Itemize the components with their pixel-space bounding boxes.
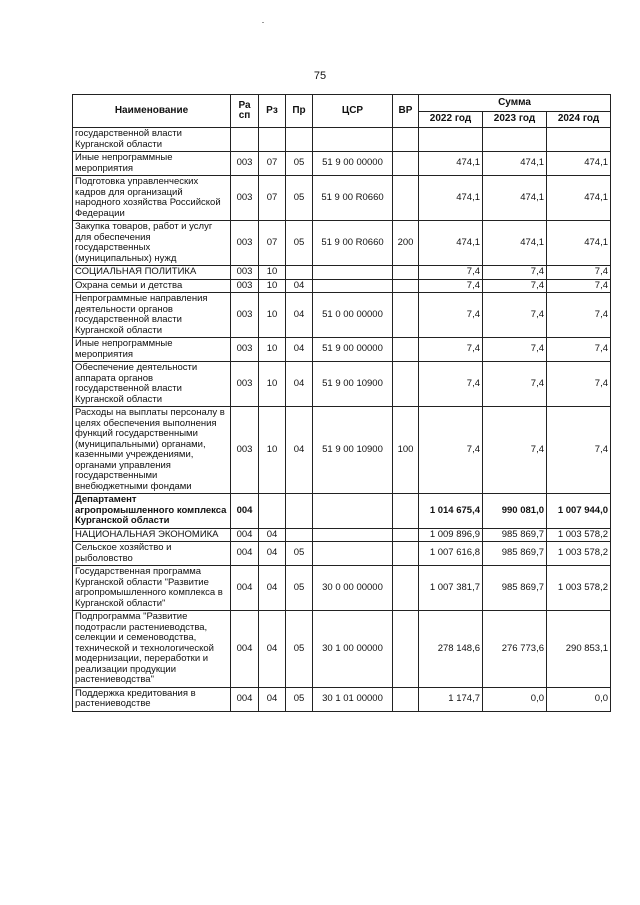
header-2023: 2023 год: [483, 111, 547, 128]
cell-rasp: [231, 128, 259, 152]
cell-csr: 51 9 00 10900: [313, 407, 393, 494]
cell-2022: 7,4: [419, 293, 483, 338]
table-row: [73, 128, 611, 152]
cell-2024: 7,4: [547, 338, 611, 362]
cell-pr: 04: [286, 279, 313, 293]
table-row: [73, 152, 611, 176]
cell-rasp: 004: [231, 542, 259, 566]
cell-csr: 51 9 00 00000: [313, 338, 393, 362]
cell-name: Государственная программа Курганской области "Развитие агропромышленного комплекса в Курганской области": [73, 566, 231, 611]
cell-name: Иные непрограммные мероприятия: [73, 152, 231, 176]
cell-name: Департамент агропромышленного комплекса Курганской области: [73, 494, 231, 529]
cell-csr: [313, 494, 393, 529]
cell-pr: 04: [286, 293, 313, 338]
table-row: [73, 494, 611, 529]
cell-name: Охрана семьи и детства: [73, 279, 231, 293]
cell-2024: 474,1: [547, 152, 611, 176]
cell-rz: 04: [259, 542, 286, 566]
cell-2024: 7,4: [547, 293, 611, 338]
header-2024: 2024 год: [547, 111, 611, 128]
cell-csr: 30 1 01 00000: [313, 687, 393, 711]
cell-2024: 0,0: [547, 687, 611, 711]
cell-pr: [286, 494, 313, 529]
cell-2022: 1 007 381,7: [419, 566, 483, 611]
cell-name: НАЦИОНАЛЬНАЯ ЭКОНОМИКА: [73, 528, 231, 542]
cell-csr: [313, 279, 393, 293]
cell-pr: [286, 528, 313, 542]
cell-2023: 7,4: [483, 293, 547, 338]
header-name: Наименование: [73, 95, 231, 128]
cell-2022: 7,4: [419, 338, 483, 362]
cell-pr: 05: [286, 566, 313, 611]
cell-rz: 10: [259, 338, 286, 362]
table-row: [73, 221, 611, 266]
cell-vr: [393, 128, 419, 152]
cell-2022: 1 174,7: [419, 687, 483, 711]
cell-2023: 276 773,6: [483, 611, 547, 688]
cell-name: Подготовка управленческих кадров для организаций народного хозяйства Российской Федерации: [73, 176, 231, 221]
budget-table: [72, 94, 611, 712]
cell-vr: 200: [393, 221, 419, 266]
cell-rz: 10: [259, 279, 286, 293]
cell-pr: 04: [286, 338, 313, 362]
cell-name: Закупка товаров, работ и услуг для обеспечения государственных (муниципальных) нужд: [73, 221, 231, 266]
cell-rz: 04: [259, 611, 286, 688]
cell-name: Непрограммные направления деятельности органов государственной власти Курганской области: [73, 293, 231, 338]
cell-2023: [483, 128, 547, 152]
table-body: [73, 128, 611, 712]
cell-2023: 7,4: [483, 407, 547, 494]
cell-pr: 04: [286, 362, 313, 407]
cell-pr: [286, 128, 313, 152]
cell-2024: 290 853,1: [547, 611, 611, 688]
cell-2023: 990 081,0: [483, 494, 547, 529]
table-row: [73, 687, 611, 711]
cell-rz: 10: [259, 293, 286, 338]
cell-vr: [393, 279, 419, 293]
cell-2023: 474,1: [483, 152, 547, 176]
cell-vr: 100: [393, 407, 419, 494]
cell-csr: 51 9 00 R0660: [313, 221, 393, 266]
header-pr: Пр: [286, 95, 313, 128]
cell-csr: 30 1 00 00000: [313, 611, 393, 688]
cell-rasp: 004: [231, 687, 259, 711]
cell-pr: 05: [286, 542, 313, 566]
cell-2022: 7,4: [419, 407, 483, 494]
table-row: [73, 266, 611, 280]
cell-rz: 10: [259, 407, 286, 494]
cell-2023: 7,4: [483, 266, 547, 280]
cell-name: Поддержка кредитования в растениеводстве: [73, 687, 231, 711]
cell-2023: 985 869,7: [483, 566, 547, 611]
cell-csr: 51 9 00 00000: [313, 152, 393, 176]
cell-2022: 7,4: [419, 266, 483, 280]
cell-vr: [393, 293, 419, 338]
cell-rasp: 003: [231, 266, 259, 280]
cell-csr: 51 9 00 R0660: [313, 176, 393, 221]
cell-csr: [313, 528, 393, 542]
cell-2022: 7,4: [419, 279, 483, 293]
cell-vr: [393, 152, 419, 176]
cell-2024: 1 003 578,2: [547, 528, 611, 542]
scan-speck: [262, 22, 264, 23]
header-csr: ЦСР: [313, 95, 393, 128]
cell-2023: 474,1: [483, 221, 547, 266]
table-row: [73, 362, 611, 407]
cell-2024: 7,4: [547, 407, 611, 494]
cell-2022: 7,4: [419, 362, 483, 407]
cell-rz: 10: [259, 362, 286, 407]
cell-csr: 51 9 00 10900: [313, 362, 393, 407]
page-number: 75: [313, 70, 327, 82]
cell-rz: 07: [259, 221, 286, 266]
cell-pr: 05: [286, 611, 313, 688]
table-row: [73, 611, 611, 688]
cell-vr: [393, 687, 419, 711]
cell-vr: [393, 611, 419, 688]
cell-vr: [393, 362, 419, 407]
cell-rz: 07: [259, 152, 286, 176]
table-row: [73, 542, 611, 566]
cell-2023: 7,4: [483, 362, 547, 407]
cell-rasp: 004: [231, 611, 259, 688]
cell-csr: 30 0 00 00000: [313, 566, 393, 611]
cell-rz: 07: [259, 176, 286, 221]
cell-2023: 7,4: [483, 279, 547, 293]
header-row-1: [73, 95, 611, 112]
table-row: [73, 407, 611, 494]
cell-csr: [313, 266, 393, 280]
cell-rasp: 003: [231, 279, 259, 293]
cell-pr: 05: [286, 221, 313, 266]
table-row: [73, 338, 611, 362]
cell-rasp: 003: [231, 407, 259, 494]
cell-name: Иные непрограммные мероприятия: [73, 338, 231, 362]
cell-rz: 10: [259, 266, 286, 280]
cell-2023: 474,1: [483, 176, 547, 221]
cell-2024: 7,4: [547, 279, 611, 293]
cell-name: Подпрограмма "Развитие подотрасли растениеводства, селекции и семеноводства, технической и технологической модернизации, переработки и реализации продукции растениеводства": [73, 611, 231, 688]
cell-pr: 05: [286, 152, 313, 176]
cell-rasp: 003: [231, 362, 259, 407]
cell-rasp: 003: [231, 152, 259, 176]
cell-vr: [393, 566, 419, 611]
table-row: [73, 528, 611, 542]
cell-name: Обеспечение деятельности аппарата органов государственной власти Курганской области: [73, 362, 231, 407]
cell-2024: 474,1: [547, 221, 611, 266]
cell-rasp: 004: [231, 566, 259, 611]
cell-rz: [259, 494, 286, 529]
cell-2024: 1 003 578,2: [547, 566, 611, 611]
cell-2024: [547, 128, 611, 152]
cell-csr: 51 0 00 00000: [313, 293, 393, 338]
cell-rasp: 003: [231, 176, 259, 221]
cell-vr: [393, 176, 419, 221]
cell-csr: [313, 542, 393, 566]
cell-rasp: 003: [231, 338, 259, 362]
cell-rz: 04: [259, 566, 286, 611]
cell-name: СОЦИАЛЬНАЯ ПОЛИТИКА: [73, 266, 231, 280]
cell-name: государственной власти Курганской области: [73, 128, 231, 152]
cell-rasp: 003: [231, 293, 259, 338]
cell-pr: 04: [286, 407, 313, 494]
cell-pr: [286, 266, 313, 280]
cell-vr: [393, 528, 419, 542]
cell-2023: 7,4: [483, 338, 547, 362]
header-2022: 2022 год: [419, 111, 483, 128]
cell-2023: 985 869,7: [483, 542, 547, 566]
cell-rasp: 003: [231, 221, 259, 266]
cell-2024: 474,1: [547, 176, 611, 221]
cell-2024: 7,4: [547, 362, 611, 407]
header-rasp: Ра сп: [231, 95, 259, 128]
cell-name: Расходы на выплаты персоналу в целях обеспечения выполнения функций государственными (муниципальными) органами, казенными учреждениями, органами управления государственными внебюджетными фондами: [73, 407, 231, 494]
cell-vr: [393, 266, 419, 280]
cell-rz: 04: [259, 528, 286, 542]
cell-2024: 1 007 944,0: [547, 494, 611, 529]
table-row: [73, 279, 611, 293]
cell-2022: 1 009 896,9: [419, 528, 483, 542]
cell-2022: 474,1: [419, 176, 483, 221]
cell-2023: 0,0: [483, 687, 547, 711]
cell-rz: 04: [259, 687, 286, 711]
cell-2022: 278 148,6: [419, 611, 483, 688]
table-row: [73, 176, 611, 221]
cell-rasp: 004: [231, 494, 259, 529]
cell-vr: [393, 338, 419, 362]
cell-2022: [419, 128, 483, 152]
cell-rz: [259, 128, 286, 152]
header-vr: ВР: [393, 95, 419, 128]
header-sum: Сумма: [419, 95, 611, 112]
cell-csr: [313, 128, 393, 152]
cell-2022: 474,1: [419, 152, 483, 176]
cell-rasp: 004: [231, 528, 259, 542]
cell-name: Сельское хозяйство и рыболовство: [73, 542, 231, 566]
cell-2023: 985 869,7: [483, 528, 547, 542]
table-row: [73, 566, 611, 611]
cell-2024: 7,4: [547, 266, 611, 280]
cell-pr: 05: [286, 176, 313, 221]
cell-vr: [393, 494, 419, 529]
cell-vr: [393, 542, 419, 566]
header-rz: Рз: [259, 95, 286, 128]
cell-pr: 05: [286, 687, 313, 711]
cell-2022: 1 014 675,4: [419, 494, 483, 529]
cell-2024: 1 003 578,2: [547, 542, 611, 566]
table-row: [73, 293, 611, 338]
cell-2022: 474,1: [419, 221, 483, 266]
cell-2022: 1 007 616,8: [419, 542, 483, 566]
